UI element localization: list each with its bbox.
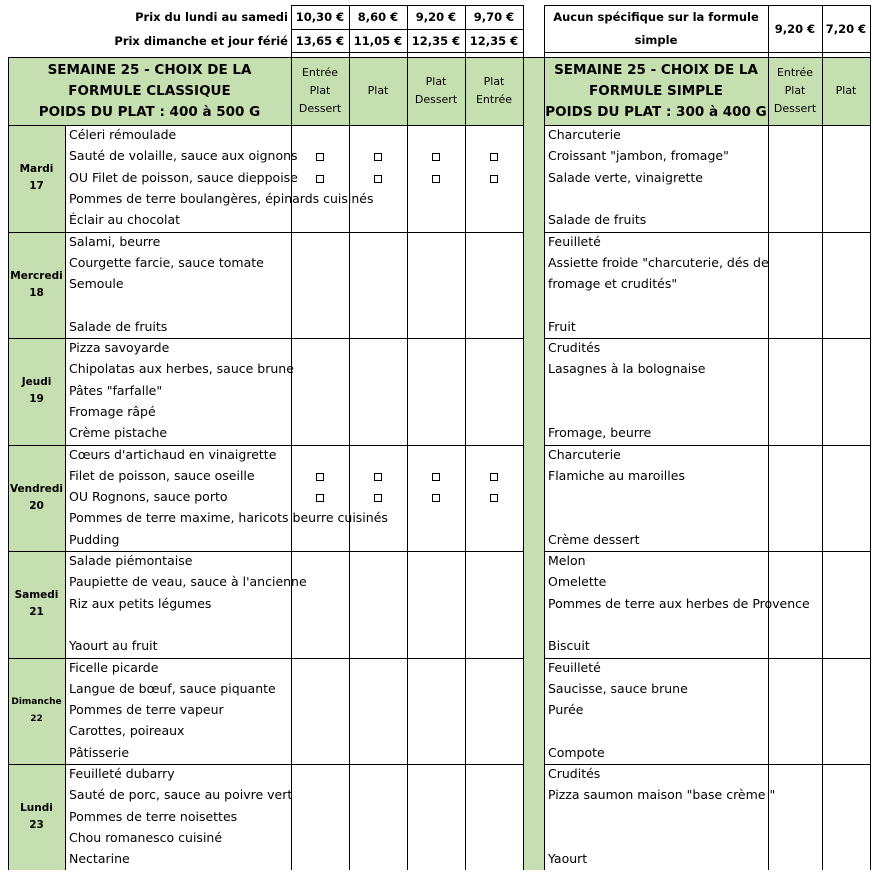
classic-col-header-2-line-1: Plat (367, 84, 389, 97)
classic-col-header-3-line-1: Plat (425, 75, 447, 88)
row-divider (8, 764, 523, 765)
simple-price-note-line-1: Aucun spécifique sur la formule (553, 9, 759, 24)
day-name: Lundi (20, 802, 53, 815)
classic-title-line-1: SEMAINE 25 - CHOIX DE LA (47, 61, 252, 78)
classic-menu-item: Yaourt au fruit (69, 638, 158, 654)
row-divider (8, 338, 523, 339)
classic-menu-item: Pommes de terre noisettes (69, 808, 238, 824)
weekday-price-1 (291, 5, 349, 29)
weekday-price-1-text: 10,30 € (295, 10, 345, 24)
col-divider (65, 125, 66, 870)
choice-checkbox[interactable] (374, 175, 382, 183)
day-number: 21 (29, 606, 44, 619)
classic-menu-item: Langue de bœuf, sauce piquante (69, 680, 276, 696)
classic-menu-item: OU Rognons, sauce porto (69, 489, 228, 505)
col-divider (523, 5, 524, 870)
weekend-price-4-text: 12,35 € (469, 33, 519, 48)
col-divider (768, 5, 769, 870)
classic-menu-item: Courgette farcie, sauce tomate (69, 254, 264, 270)
simple-price-2-text: 7,20 € (825, 21, 867, 36)
choice-checkbox[interactable] (316, 494, 324, 502)
day-name: Vendredi (9, 482, 64, 495)
choice-checkbox[interactable] (374, 473, 382, 481)
day-name: Mardi (19, 163, 54, 176)
day-label-mardi (8, 125, 65, 232)
simple-menu-item: Yaourt (548, 851, 588, 867)
simple-col-header-2-line-1: Plat (835, 84, 857, 97)
weekday-price-4 (465, 5, 523, 29)
simple-title-line-1: SEMAINE 25 - CHOIX DE LA (554, 61, 758, 78)
day-number: 20 (29, 499, 44, 512)
choice-checkbox[interactable] (490, 175, 498, 183)
choice-checkbox[interactable] (316, 473, 324, 481)
day-number: 17 (29, 180, 44, 193)
classic-menu-item: Céleri rémoulade (69, 127, 177, 142)
col-divider (349, 5, 350, 870)
classic-title-line-2: FORMULE CLASSIQUE (68, 82, 231, 99)
classic-col-header-3-line-2: Dessert (414, 93, 458, 106)
simple-title (544, 57, 768, 125)
classic-menu-item: Éclair au chocolat (69, 212, 181, 228)
weekend-price-4 (465, 29, 523, 52)
row-divider (8, 232, 523, 233)
col-divider (870, 5, 871, 870)
classic-menu-item: Feuilleté dubarry (69, 766, 175, 781)
classic-menu-item: Filet de poisson, sauce oseille (69, 467, 255, 483)
simple-menu-item: fromage et crudités" (548, 276, 678, 292)
day-number: 23 (29, 819, 44, 832)
choice-checkbox[interactable] (316, 153, 324, 161)
weekend-price-3-text: 12,35 € (411, 33, 461, 48)
weekend-price-1 (291, 29, 349, 52)
weekend-price-label (60, 29, 288, 52)
simple-col-header-1-line-2: Plat (784, 84, 806, 97)
simple-price-1 (768, 5, 822, 52)
choice-checkbox[interactable] (432, 175, 440, 183)
simple-menu-item: Saucisse, sauce brune (548, 680, 688, 696)
classic-col-header-1-line-1: Entrée (301, 66, 339, 79)
row-divider (8, 658, 523, 659)
simple-menu-item: Biscuit (548, 638, 590, 654)
classic-menu-item: Pâtisserie (69, 744, 130, 760)
weekday-price-2-text: 8,60 € (357, 10, 399, 24)
day-label-dimanche (8, 658, 65, 765)
weekday-price-3-text: 9,20 € (415, 10, 457, 24)
classic-col-header-4-line-2: Entrée (475, 93, 513, 106)
simple-menu-item: Assiette froide "charcuterie, dés de (548, 254, 769, 270)
header-top-line (8, 57, 870, 58)
day-label-vendredi (8, 445, 65, 552)
classic-menu-item: Chou romanesco cuisiné (69, 829, 223, 845)
col-divider (465, 5, 466, 870)
header-bottom-line (8, 125, 523, 126)
classic-menu-item: Paupiette de veau, sauce à l'ancienne (69, 574, 307, 590)
classic-menu-item: Ficelle picarde (69, 659, 159, 675)
choice-checkbox[interactable] (432, 153, 440, 161)
day-name: Dimanche (11, 696, 62, 707)
weekend-price-1-text: 13,65 € (295, 33, 345, 48)
classic-title (8, 57, 291, 125)
classic-menu-item: Chipolatas aux herbes, sauce brune (69, 361, 294, 377)
col-divider (8, 57, 9, 870)
simple-menu-item: Flamiche au maroilles (548, 467, 685, 483)
classic-menu-item: Salade piémontaise (69, 553, 193, 568)
classic-col-header-1 (291, 57, 349, 125)
classic-menu-item: Crème pistache (69, 425, 168, 441)
classic-menu-item: Sauté de porc, sauce au poivre vert (69, 787, 293, 803)
simple-menu-item: Compote (548, 744, 605, 760)
separator-column-bg (523, 57, 544, 870)
weekday-price-label (60, 5, 288, 29)
day-label-jeudi (8, 338, 65, 445)
simple-menu-item: Croissant "jambon, fromage" (548, 148, 729, 164)
classic-menu-item: Pâtes "farfalle" (69, 382, 163, 398)
simple-col-header-1-line-1: Entrée (776, 66, 814, 79)
choice-checkbox[interactable] (490, 153, 498, 161)
row-divider (8, 445, 523, 446)
choice-checkbox[interactable] (374, 153, 382, 161)
classic-menu-item: Pizza savoyarde (69, 340, 170, 355)
day-number: 19 (29, 393, 44, 406)
simple-menu-item: Salade de fruits (548, 212, 647, 228)
day-label-mercredi (8, 232, 65, 339)
day-number: 22 (30, 713, 43, 724)
choice-checkbox[interactable] (490, 494, 498, 502)
simple-menu-item: Purée (548, 702, 584, 718)
classic-col-header-2 (349, 57, 407, 125)
simple-col-header-2 (822, 57, 870, 125)
simple-menu-item: Pizza saumon maison "base crème " (548, 787, 776, 803)
simple-menu-item: Fromage, beurre (548, 425, 652, 441)
classic-menu-item: Riz aux petits légumes (69, 595, 212, 611)
choice-checkbox[interactable] (316, 175, 324, 183)
classic-menu-item: Sauté de volaille, sauce aux oignons (69, 148, 298, 164)
simple-menu-item: Crème dessert (548, 531, 640, 547)
day-label-samedi (8, 551, 65, 658)
simple-menu-item: Charcuterie (548, 446, 621, 462)
simple-menu-item: Crudités (548, 766, 601, 781)
weekend-price-3 (407, 29, 465, 52)
classic-menu-item: Fromage râpé (69, 403, 156, 419)
classic-col-header-4-line-1: Plat (483, 75, 505, 88)
simple-menu-item: Melon (548, 553, 586, 568)
classic-menu-item: Semoule (69, 276, 124, 292)
simple-title-line-3: POIDS DU PLAT : 300 à 400 G (545, 103, 767, 120)
choice-checkbox[interactable] (432, 473, 440, 481)
weekday-price-3 (407, 5, 465, 29)
simple-menu-item: Pommes de terre aux herbes de Provence (548, 595, 810, 611)
classic-title-line-3: POIDS DU PLAT : 400 à 500 G (38, 103, 261, 120)
weekday-price-label-text: Prix du lundi au samedi (135, 10, 288, 24)
row-divider (8, 551, 523, 552)
classic-menu-item: Pommes de terre maxime, haricots beurre cuisinés (69, 510, 388, 526)
simple-price-note (544, 5, 768, 52)
classic-menu-item: Pommes de terre boulangères, épinards cuisinés (69, 190, 374, 206)
classic-col-header-4 (465, 57, 523, 125)
day-name: Jeudi (21, 376, 52, 389)
simple-price-2 (822, 5, 870, 52)
classic-col-header-1-line-2: Plat (309, 84, 331, 97)
simple-menu-item: Salade verte, vinaigrette (548, 169, 703, 185)
day-number: 18 (29, 286, 44, 299)
simple-col-header-1-line-3: Dessert (773, 102, 817, 115)
simple-menu-item: Omelette (548, 574, 607, 590)
classic-col-header-1-line-3: Dessert (298, 102, 342, 115)
simple-menu-item: Crudités (548, 340, 601, 355)
simple-menu-item: Feuilleté (548, 659, 601, 675)
classic-menu-item: OU Filet de poisson, sauce dieppoise (69, 169, 298, 185)
weekend-price-2-text: 11,05 € (353, 33, 403, 48)
day-label-lundi (8, 764, 65, 871)
col-divider (544, 5, 545, 870)
classic-col-header-3 (407, 57, 465, 125)
col-divider (407, 5, 408, 870)
classic-menu-item: Pudding (69, 531, 120, 547)
day-name: Samedi (14, 589, 59, 602)
simple-price-note-line-2: simple (634, 32, 678, 47)
col-divider (822, 5, 823, 870)
col-divider (291, 5, 292, 870)
weekday-price-4-text: 9,70 € (473, 10, 515, 24)
choice-checkbox[interactable] (432, 494, 440, 502)
simple-menu-item: Lasagnes à la bolognaise (548, 361, 706, 377)
simple-menu-item: Charcuterie (548, 127, 621, 142)
simple-price-1-text: 9,20 € (774, 21, 816, 36)
simple-title-line-2: FORMULE SIMPLE (589, 82, 723, 99)
weekend-price-2 (349, 29, 407, 52)
day-name: Mercredi (10, 269, 63, 282)
weekday-price-2 (349, 5, 407, 29)
choice-checkbox[interactable] (374, 494, 382, 502)
classic-menu-item: Nectarine (69, 851, 130, 867)
simple-menu-item: Feuilleté (548, 233, 601, 249)
simple-menu-item: Fruit (548, 318, 576, 334)
classic-menu-item: Cœurs d'artichaud en vinaigrette (69, 446, 277, 462)
choice-checkbox[interactable] (490, 473, 498, 481)
classic-menu-item: Carottes, poireaux (69, 723, 185, 739)
weekend-price-label-text: Prix dimanche et jour férié (114, 33, 288, 48)
classic-menu-item: Salade de fruits (69, 318, 168, 334)
classic-menu-item: Salami, beurre (69, 233, 161, 249)
simple-col-header-1 (768, 57, 822, 125)
classic-menu-item: Pommes de terre vapeur (69, 702, 224, 718)
